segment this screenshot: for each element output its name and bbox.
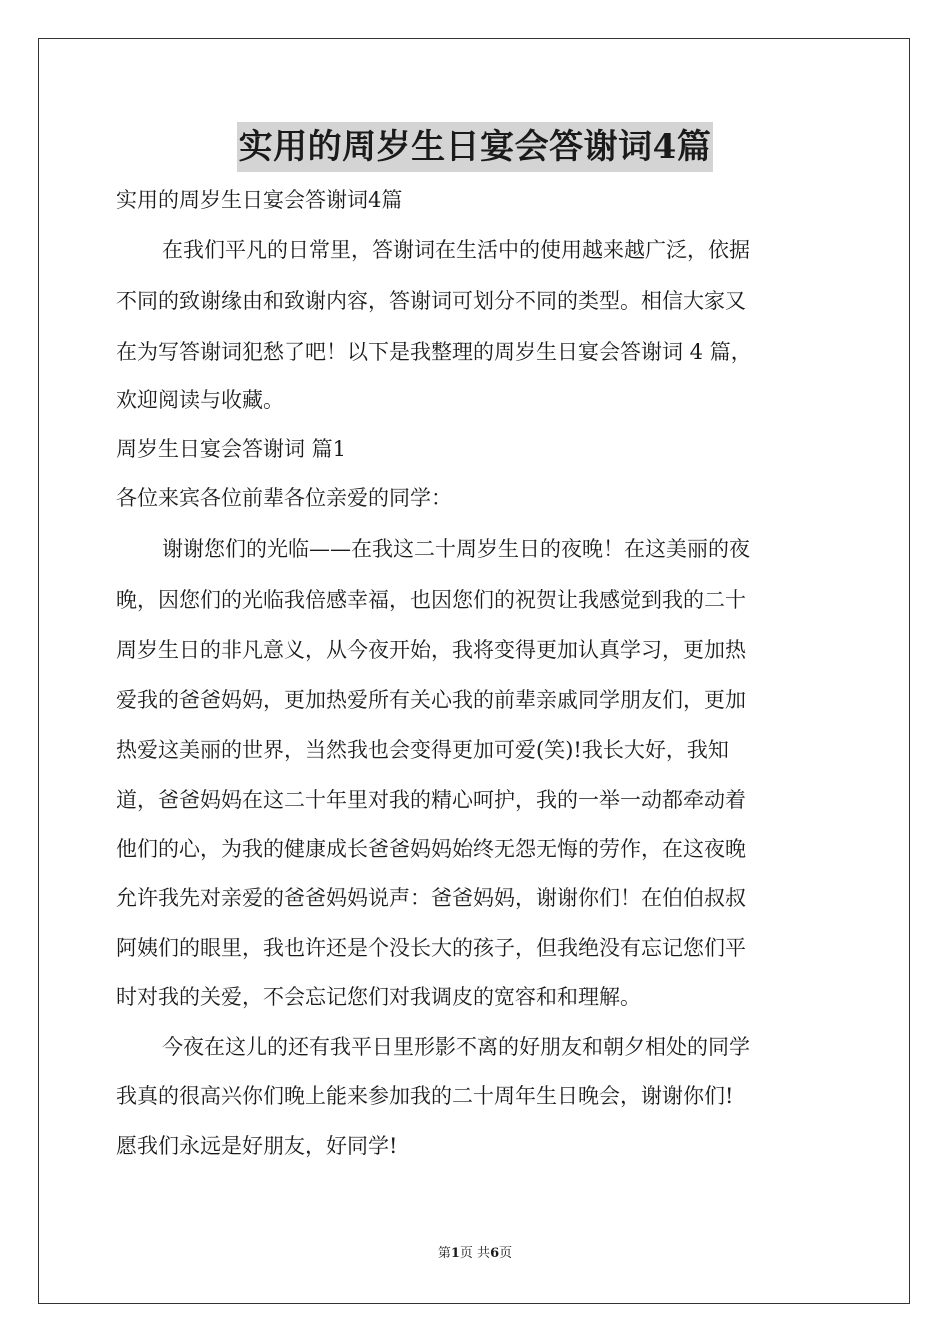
salutation: 各位来宾各位前辈各位亲爱的同学： (116, 486, 452, 510)
intro-line: 在为写答谢词犯愁了吧！以下是我整理的周岁生日宴会答谢词 4 篇， (116, 340, 752, 364)
paragraph-line: 我真的很高兴你们晚上能来参加我的二十周年生日晚会，谢谢你们! (116, 1084, 734, 1108)
intro-line: 不同的致谢缘由和致谢内容，答谢词可划分不同的类型。相信大家又 (116, 289, 746, 313)
intro-line: 在我们平凡的日常里，答谢词在生活中的使用越来越广泛，依据 (162, 238, 750, 262)
paragraph-line: 阿姨们的眼里，我也许还是个没长大的孩子，但我绝没有忘记您们平 (116, 936, 746, 960)
footer-page-total: 6 (490, 1246, 500, 1261)
document-subtitle: 实用的周岁生日宴会答谢词4篇 (116, 188, 403, 212)
paragraph-line: 晚，因您们的光临我倍感幸福，也因您们的祝贺让我感觉到我的二十 (116, 588, 746, 612)
paragraph-line: 时对我的关爱，不会忘记您们对我调皮的宽容和和理解。 (116, 985, 641, 1009)
paragraph-line: 愿我们永远是好朋友，好同学! (116, 1134, 398, 1158)
footer-page-middle: 页 共 (459, 1246, 491, 1261)
intro-line: 欢迎阅读与收藏。 (116, 388, 284, 412)
footer-page-suffix: 页 (499, 1246, 513, 1261)
page-border (38, 38, 910, 1304)
document-title: 实用的周岁生日宴会答谢词4篇 (0, 122, 950, 172)
paragraph-line: 允许我先对亲爱的爸爸妈妈说声：爸爸妈妈，谢谢你们！在伯伯叔叔 (116, 886, 746, 910)
page-footer (0, 1246, 950, 1262)
paragraph-line: 他们的心，为我的健康成长爸爸妈妈始终无怨无悔的劳作，在这夜晚 (116, 837, 746, 861)
paragraph-line: 周岁生日的非凡意义，从今夜开始，我将变得更加认真学习，更加热 (116, 638, 746, 662)
footer-page-prefix: 第 (437, 1246, 451, 1261)
paragraph-line: 今夜在这儿的还有我平日里形影不离的好朋友和朝夕相处的同学 (162, 1035, 750, 1059)
paragraph-line: 爱我的爸爸妈妈，更加热爱所有关心我的前辈亲戚同学朋友们，更加 (116, 688, 746, 712)
paragraph-line: 道，爸爸妈妈在这二十年里对我的精心呵护，我的一举一动都牵动着 (116, 788, 746, 812)
section-heading: 周岁生日宴会答谢词 篇1 (116, 437, 347, 461)
paragraph-line: 谢谢您们的光临——在我这二十周岁生日的夜晚！在这美丽的夜 (162, 537, 750, 561)
paragraph-line: 热爱这美丽的世界，当然我也会变得更加可爱(笑)!我长大好，我知 (116, 738, 729, 762)
footer-page-current: 1 (450, 1246, 460, 1261)
